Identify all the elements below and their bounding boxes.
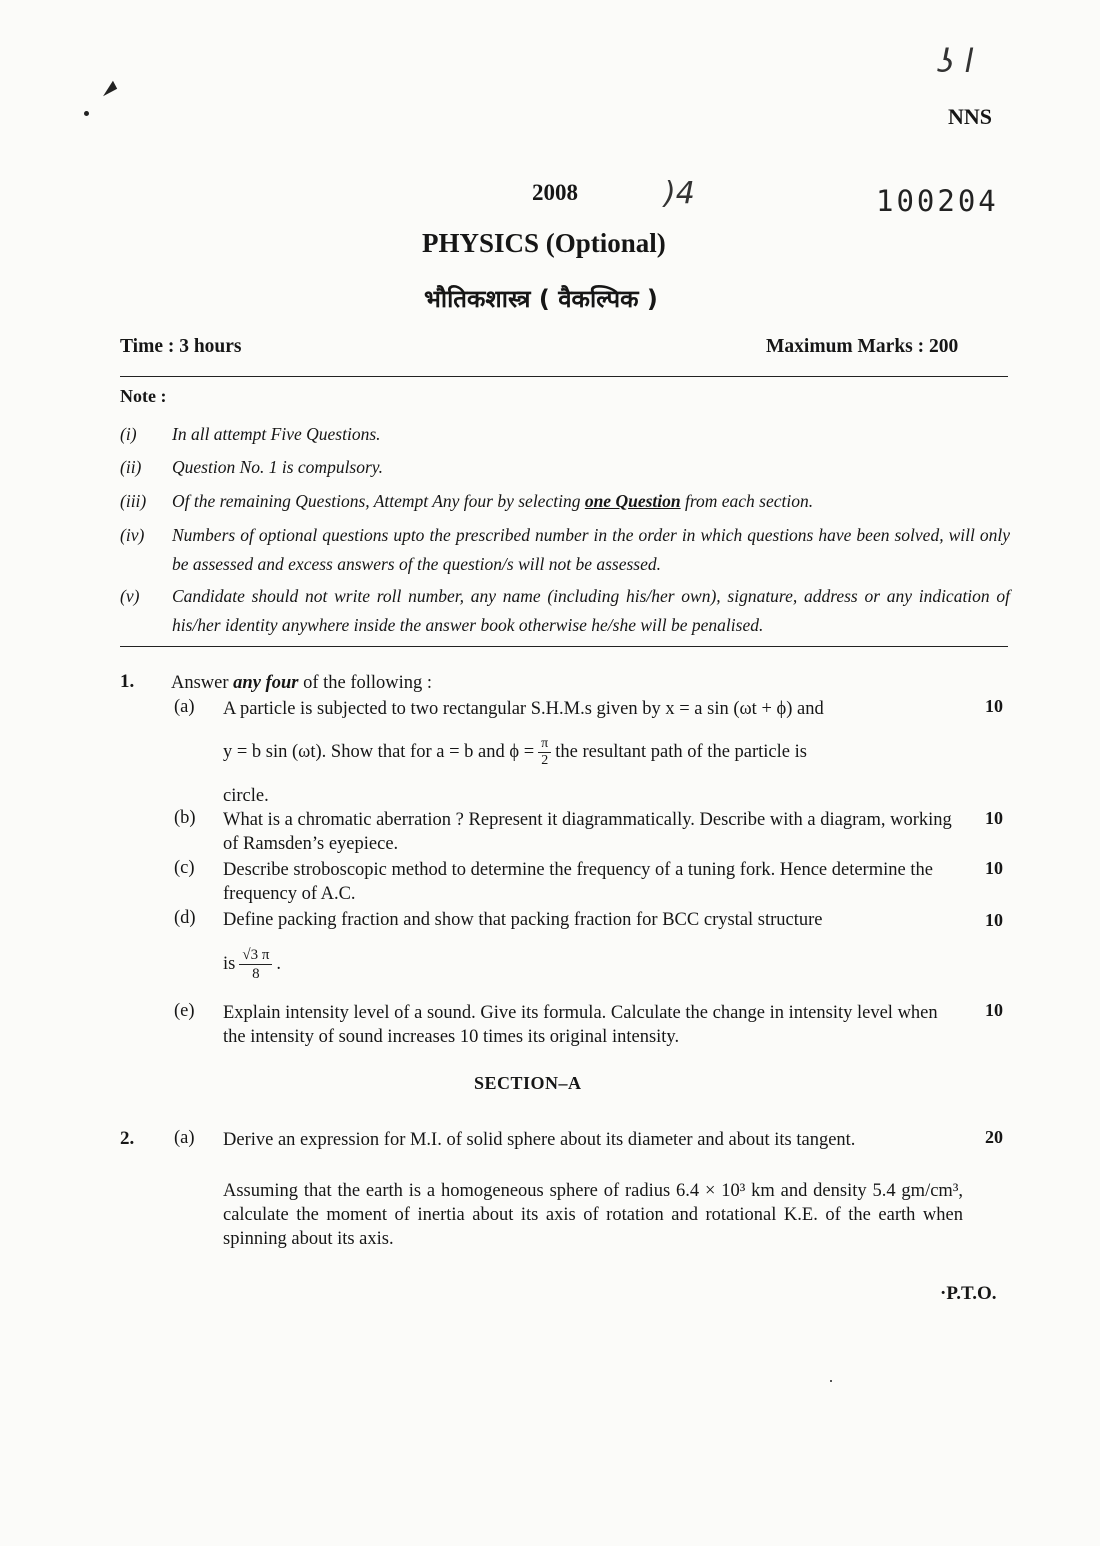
- subquestion-label: (d): [174, 908, 196, 928]
- exam-year: 2008: [532, 180, 578, 205]
- text-part: the resultant path of the particle is: [555, 741, 807, 762]
- handwritten-top: ʖ l: [938, 42, 974, 80]
- subquestion-label: (a): [174, 697, 195, 717]
- subquestion-label: (c): [174, 858, 195, 878]
- marks: 10: [985, 1000, 1003, 1020]
- note-item: [120, 521, 1010, 581]
- subquestion-text-end: circle.: [223, 786, 269, 806]
- intro-emphasis: any four: [233, 673, 299, 693]
- note-text: In all attempt Five Questions.: [172, 424, 381, 444]
- subquestion-text: Explain intensity level of a sound. Give its formula. Calculate the change in intensity level when the intensity of sound increases 10 times its original intensity.: [223, 1003, 938, 1047]
- note-number: (iii): [120, 491, 147, 511]
- subquestion-label: (a): [174, 1128, 195, 1148]
- fraction-denominator: 2: [541, 753, 549, 768]
- note-item: [120, 582, 1010, 642]
- note-text: Question No. 1 is compulsory.: [172, 457, 383, 477]
- fraction-numerator: √3 π: [239, 946, 272, 965]
- fraction-denominator: 8: [252, 966, 260, 982]
- note-item: [120, 487, 1010, 517]
- scan-dot: [84, 111, 89, 116]
- subquestion-label: (e): [174, 1001, 195, 1021]
- question-number: 2.: [120, 1128, 135, 1149]
- fraction: [538, 736, 551, 769]
- note-number: (i): [120, 424, 137, 444]
- scan-dot: [830, 1380, 832, 1382]
- marks: 10: [985, 910, 1003, 930]
- paper-title: PHYSICS (Optional): [422, 228, 666, 258]
- subquestion-label: (b): [174, 808, 196, 828]
- marks: 20: [985, 1127, 1003, 1147]
- intro-text: of the following :: [298, 673, 433, 693]
- subquestion-text: Derive an expression for M.I. of solid sphere about its diameter and about its tangent.: [223, 1130, 856, 1150]
- note-text-part: Of the remaining Questions, Attempt Any four by selecting: [172, 491, 585, 511]
- note-item: [120, 420, 1010, 450]
- paper-title-hindi: भौतिकशास्त्र ( वैकल्पिक ): [424, 285, 658, 313]
- question-intro: [171, 671, 432, 695]
- marks: 10: [985, 808, 1003, 828]
- note-emphasis: one Question: [584, 491, 681, 511]
- paper-code-number: 100204: [876, 184, 999, 218]
- note-number: (iv): [120, 525, 145, 545]
- handwritten-mid: )4: [664, 176, 695, 211]
- maximum-marks: Maximum Marks : 200: [766, 336, 959, 357]
- paper-code-letters: NNS: [948, 104, 993, 129]
- note-number: (v): [120, 586, 140, 606]
- note-text: Candidate should not write roll number, any name (including his/her own), signature, address or any indication of his/her identity anywhere inside the answer book otherwise he/she will be penalised.: [172, 586, 1010, 635]
- notes-rule: [120, 646, 1008, 647]
- note-text: Numbers of optional questions upto the prescribed number in the order in which questions have been solved, will only be assessed and excess answers of the question/s will not be assessed.: [172, 525, 1010, 574]
- subquestion-text: Define packing fraction and show that packing fraction for BCC crystal structure: [223, 910, 823, 930]
- note-number: (ii): [120, 457, 142, 477]
- note-heading: Note :: [120, 386, 167, 406]
- marks: 10: [985, 696, 1003, 716]
- subquestion-text: A particle is subjected to two rectangular S.H.M.s given by x = a sin (ωt + ϕ) and: [223, 699, 824, 719]
- section-heading: SECTION–A: [474, 1073, 582, 1093]
- fraction: [239, 946, 272, 983]
- header-rule: [120, 376, 1008, 377]
- please-turn-over: ·P.T.O.: [940, 1283, 997, 1304]
- note-item: [120, 453, 1010, 483]
- text-part: y = b sin (ωt). Show that for a = b and ϕ =: [223, 741, 535, 762]
- note-text: [172, 487, 1010, 516]
- question-number: 1.: [120, 671, 135, 692]
- subquestion-text-continued: Assuming that the earth is a homogeneous sphere of radius 6.4 × 10³ km and density 5.4 gm/cm³, calculate the moment of inertia about its axis of rotation and rotational K.E. of the earth when spinning about its axis.: [223, 1181, 963, 1249]
- scan-mark: [99, 81, 117, 96]
- fraction-numerator: π: [538, 736, 551, 753]
- subquestion-formula: is $\frac{√3 \pi}{8}$ .: [223, 947, 282, 982]
- intro-text: Answer: [171, 673, 234, 693]
- text-part: is: [223, 953, 236, 974]
- subquestion-text: Describe stroboscopic method to determine the frequency of a tuning fork. Hence determine the frequency of A.C.: [223, 860, 933, 904]
- subquestion-text: What is a chromatic aberration ? Represent it diagrammatically. Describe with a diagram, working of Ramsden’s eyepiece.: [223, 810, 952, 854]
- marks: 10: [985, 858, 1003, 878]
- note-text-part: from each section.: [680, 491, 814, 511]
- subquestion-text-continued: [223, 736, 963, 769]
- time-allowed: Time : 3 hours: [120, 336, 242, 357]
